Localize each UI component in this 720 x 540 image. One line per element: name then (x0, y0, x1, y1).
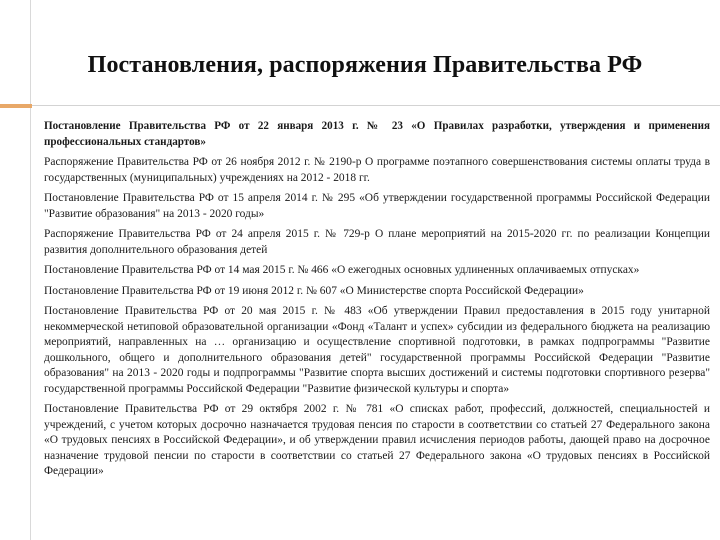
document-entry: Постановление Правительства РФ от 19 июня 2012 г. № 607 «О Министерстве спорта Российской Федерации» (44, 284, 584, 297)
document-entry: Постановление Правительства РФ от 15 апреля 2014 г. № 295 «Об утверждении государственной программы Российской Федерации "Развитие образования" на 2013 - 2020 годы» (44, 192, 710, 220)
accent-bar (0, 104, 32, 108)
document-entry: Постановление Правительства РФ от 29 октября 2002 г. № 781 «О списках работ, профессий, должностей, специальностей и учреждений, с учетом которых досрочно назначается трудовая пенсия по старости в соответствии со статьей 27 Федерального закона «О трудовых пенсиях в Российской Федерации», и об утверждении правил исчисления периодов работы, дающей право на досрочное назначение трудовой пенсии по старости в соответствии со статьей 27 Федерального закона «О трудовых пенсиях в Российской Федерации» (44, 403, 710, 477)
slide-title: Постановления, распоряжения Правительства РФ (87, 52, 643, 78)
document-entry: Распоряжение Правительства РФ от 24 апреля 2015 г. № 729-р О плане мероприятий на 2015-2020 гг. по реализации Концепции развития дополнительного образования детей (44, 228, 710, 256)
left-vertical-rule (30, 0, 31, 540)
document-entry: Постановление Правительства РФ от 20 мая 2015 г. № 483 «Об утверждении Правил предоставления в 2015 году унитарной некоммерческой нетиповой образовательной организации «Фонд «Талант и успех» субсидии из федерального бюджета на реализацию мероприятий, направленных на … организацию и осуществление спортивной подготовки, в рамках подпрограммы "Развитие дошкольного, общего и дополнительного образования детей" государственной программы Российской Федерации "Развитие образования" на 2013 - 2020 годы и подпрограммы "Развитие спорта высших достижений и системы подготовки спортивного резерва" государственной программы Российской Федерации "Развитие физической культуры и спорта» (44, 305, 710, 395)
document-entry: Распоряжение Правительства РФ от 26 ноября 2012 г. № 2190-р О программе поэтапного совершенствования системы оплаты труда в государственных (муниципальных) учреждениях на 2012 - 2018 гг. (44, 156, 710, 184)
document-entry: Постановление Правительства РФ от 14 мая 2015 г. № 466 «О ежегодных основных удлиненных оплачиваемых отпусках» (44, 264, 640, 276)
title-divider (32, 105, 720, 106)
document-list (44, 119, 710, 485)
document-entry: Постановление Правительства РФ от 22 января 2013 г. № 23 «О Правилах разработки, утверждения и применения профессиональных стандартов» (44, 120, 710, 148)
